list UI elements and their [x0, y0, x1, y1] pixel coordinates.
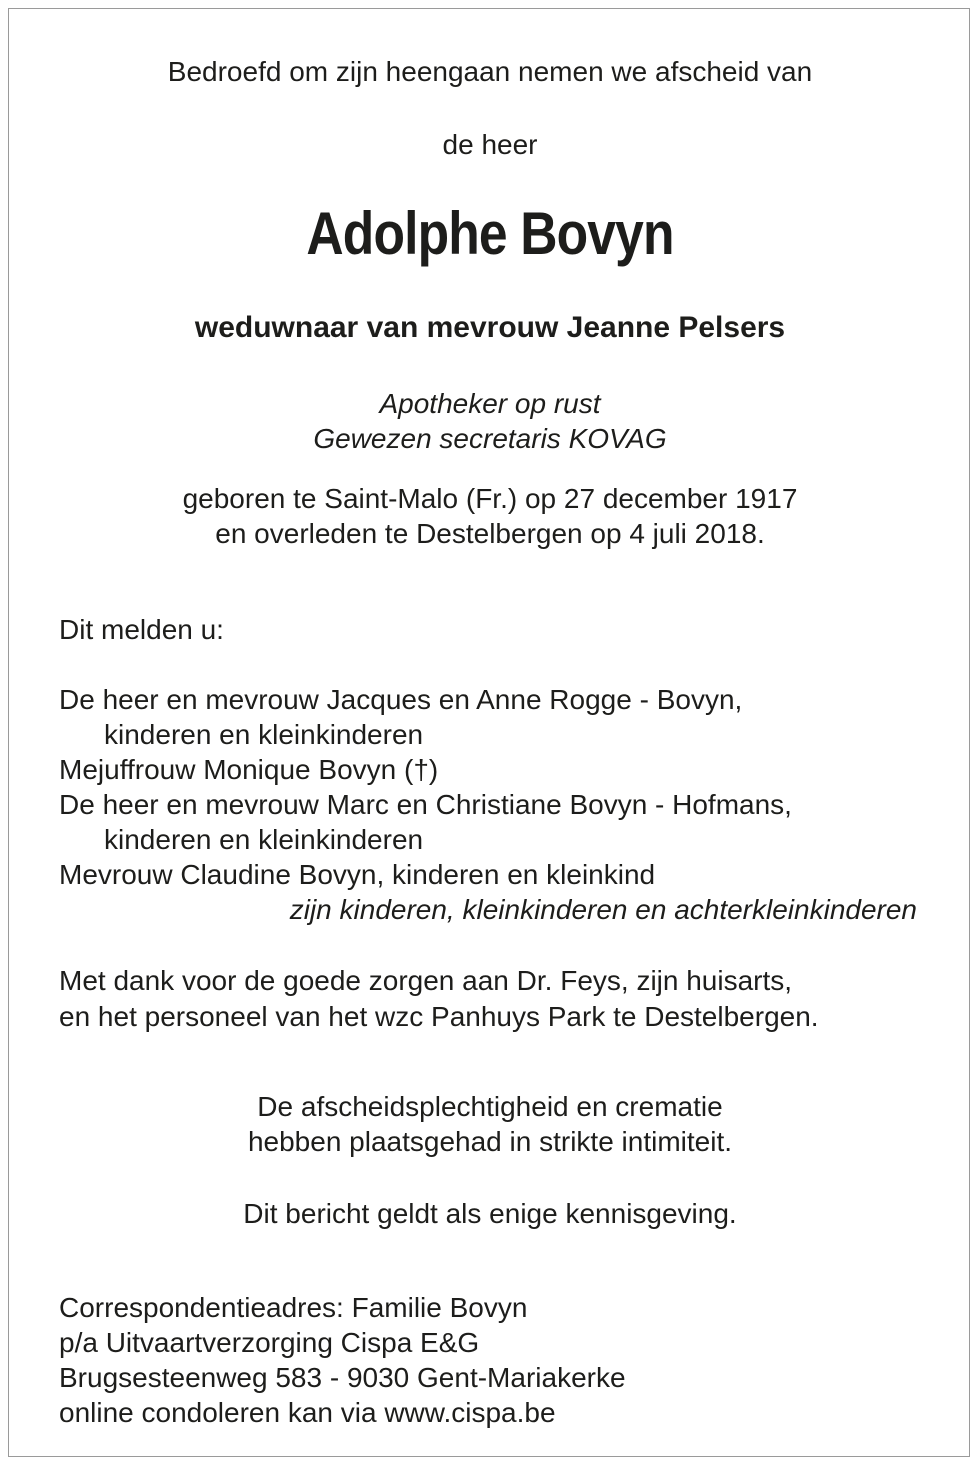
family-line: De heer en mevrouw Marc en Christiane Bovyn - Hofmans,	[59, 789, 792, 820]
correspondence-line: Correspondentieadres: Familie Bovyn	[59, 1292, 528, 1323]
family-line: Mejuffrouw Monique Bovyn (†)	[59, 754, 439, 785]
intro-text: Bedroefd om zijn heengaan nemen we afscheid van	[167, 56, 813, 87]
salutation: de heer	[442, 129, 538, 160]
family-line: De heer en mevrouw Jacques en Anne Rogge - Bovyn,	[59, 684, 743, 715]
correspondence-line: online condoleren kan via www.cispa.be	[59, 1397, 556, 1428]
relation-text: weduwnaar van mevrouw Jeanne Pelsers	[194, 311, 786, 344]
thanks-line-2: en het personeel van het wzc Panhuys Park te Destelbergen.	[59, 1001, 819, 1032]
deceased-name: Adolphe Bovyn	[306, 200, 674, 267]
correspondence-line: p/a Uitvaartverzorging Cispa E&G	[59, 1327, 480, 1358]
thanks-line-1: Met dank voor de goede zorgen aan Dr. Feys, zijn huisarts,	[59, 965, 793, 996]
title-line-2: Gewezen secretaris KOVAG	[313, 423, 667, 454]
ceremony-line-1: De afscheidsplechtigheid en crematie	[257, 1091, 723, 1122]
title-line-1: Apotheker op rust	[379, 388, 601, 419]
family-summary: zijn kinderen, kleinkinderen en achterkleinkinderen	[289, 894, 917, 925]
correspondence-line: Brugsesteenweg 583 - 9030 Gent-Mariakerke	[59, 1362, 626, 1393]
death-line: en overleden te Destelbergen op 4 juli 2018.	[215, 518, 765, 549]
notice-text: Dit bericht geldt als enige kennisgeving.	[243, 1198, 737, 1229]
family-line: Mevrouw Claudine Bovyn, kinderen en kleinkind	[59, 859, 656, 890]
family-line: kinderen en kleinkinderen	[104, 719, 424, 750]
family-line: kinderen en kleinkinderen	[104, 824, 424, 855]
announce-text: Dit melden u:	[59, 614, 224, 645]
ceremony-line-2: hebben plaatsgehad in strikte intimiteit.	[247, 1126, 733, 1157]
birth-line: geboren te Saint-Malo (Fr.) op 27 december 1917	[182, 483, 798, 514]
